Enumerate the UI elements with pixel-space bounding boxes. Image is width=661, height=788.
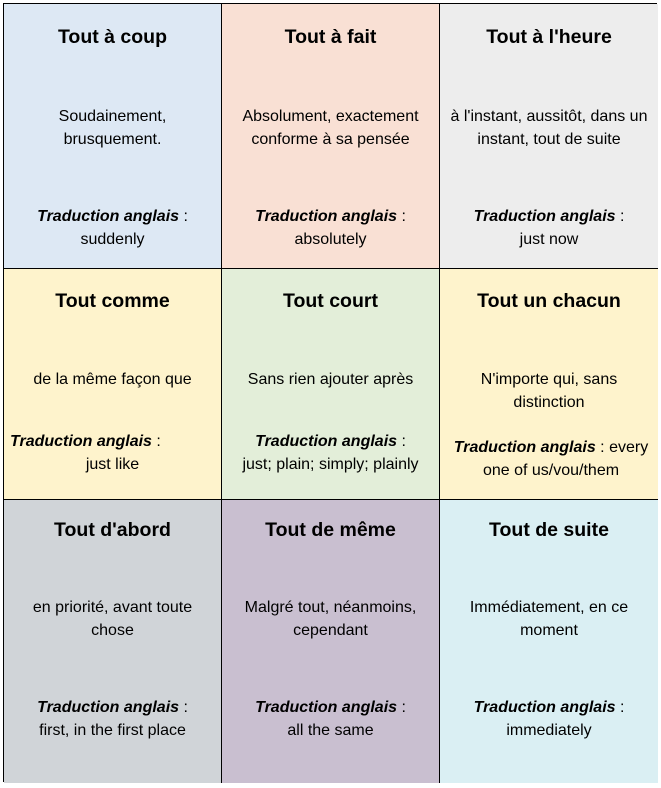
- translation-label: Traduction anglais: [37, 208, 180, 225]
- expressions-grid: [3, 3, 657, 782]
- translation-value: immediately: [506, 722, 592, 739]
- card-tout-d-abord: [4, 500, 222, 783]
- card-term: Tout à fait: [284, 26, 377, 48]
- translation-label: Traduction anglais: [473, 208, 616, 225]
- translation-value: just like: [85, 456, 140, 473]
- translation-value: all the same: [287, 722, 374, 739]
- translation-label: Traduction anglais: [453, 439, 596, 456]
- card-term: Tout à l'heure: [486, 26, 612, 48]
- translation-label: Traduction anglais: [473, 699, 616, 716]
- card-tout-de-meme: [222, 500, 440, 783]
- card-tout-de-suite: [440, 500, 658, 783]
- card-tout-a-l-heure: [440, 4, 658, 269]
- card-definition: à l'instant, aussitôt, dans un instant, tout de suite: [450, 108, 648, 148]
- card-term: Tout court: [283, 290, 378, 312]
- translation-label: Traduction anglais: [37, 699, 180, 716]
- card-term: Tout de même: [265, 519, 396, 541]
- translation-label: Traduction anglais: [255, 208, 398, 225]
- translation-value: absolutely: [294, 231, 367, 248]
- card-definition: Soudainement, brusquement.: [58, 108, 167, 148]
- card-term: Tout un chacun: [477, 290, 621, 312]
- card-term: Tout à coup: [57, 26, 168, 48]
- card-definition: Sans rien ajouter après: [247, 371, 414, 388]
- card-definition: Immédiatement, en ce moment: [469, 599, 629, 639]
- card-translation: Traduction anglais : all the same: [255, 699, 406, 739]
- card-tout-a-coup: [4, 4, 222, 269]
- card-definition: de la même façon que: [33, 371, 192, 388]
- translation-value: just now: [519, 231, 579, 248]
- card-translation: Traduction anglais : absolutely: [255, 208, 406, 248]
- card-tout-un-chacun: [440, 269, 658, 500]
- card-translation: Traduction anglais : immediately: [473, 699, 625, 739]
- card-tout-comme: [4, 269, 222, 500]
- card-term: Tout de suite: [489, 519, 609, 541]
- card-translation: Traduction anglais : just now: [473, 208, 625, 248]
- card-translation: Traduction anglais : suddenly: [37, 208, 188, 248]
- card-translation: Traduction anglais : just; plain; simply; plainly: [242, 433, 419, 473]
- card-translation: Traduction anglais : every one of us/vou/them: [453, 439, 649, 479]
- translation-label: Traduction anglais: [255, 699, 398, 716]
- translation-value: every one of us/vou/them: [482, 439, 649, 479]
- card-definition: en priorité, avant toute chose: [32, 599, 193, 639]
- translation-value: first, in the first place: [39, 722, 186, 739]
- translation-value: just; plain; simply; plainly: [242, 456, 419, 473]
- card-translation: Traduction anglais : just like: [10, 430, 215, 476]
- card-tout-court: [222, 269, 440, 500]
- card-definition: Absolument, exactement conforme à sa pensée: [242, 108, 419, 148]
- card-term: Tout comme: [55, 290, 170, 312]
- translation-label: Traduction anglais: [255, 433, 398, 450]
- translation-label: Traduction anglais: [10, 433, 152, 450]
- translation-value: suddenly: [80, 231, 145, 248]
- card-term: Tout d'abord: [54, 519, 171, 541]
- card-definition: Malgré tout, néanmoins, cependant: [244, 599, 417, 639]
- card-translation: Traduction anglais : first, in the first place: [37, 699, 188, 739]
- card-tout-a-fait: [222, 4, 440, 269]
- card-definition: N'importe qui, sans distinction: [480, 371, 618, 411]
